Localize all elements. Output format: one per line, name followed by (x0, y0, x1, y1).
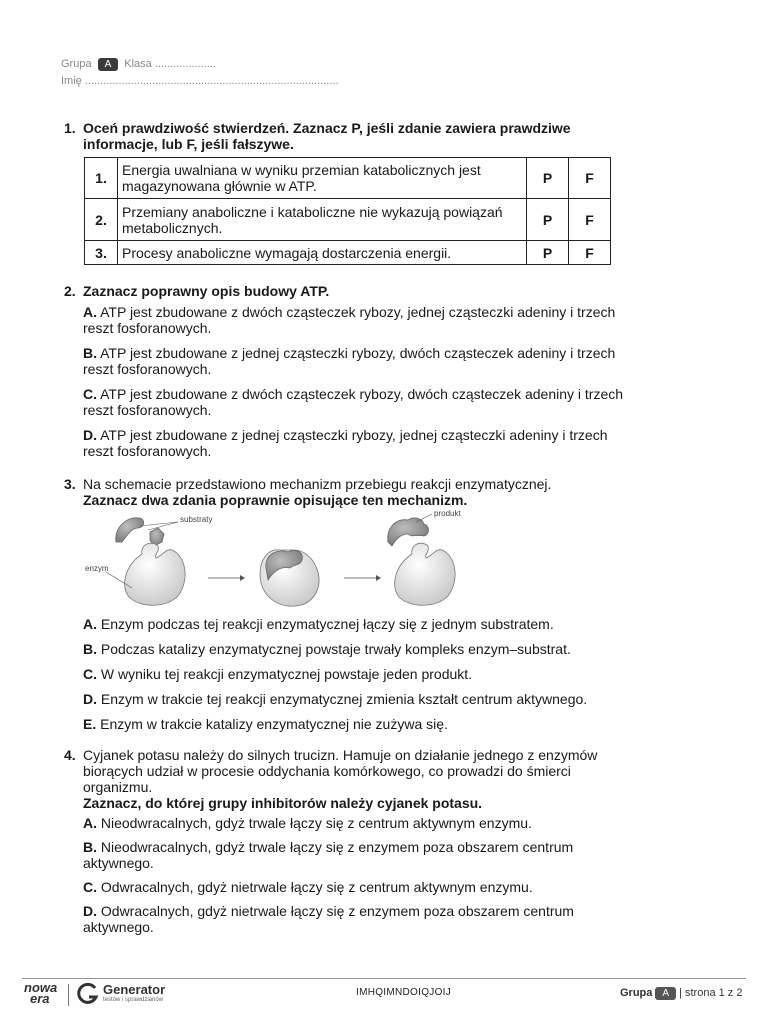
question-4 (64, 747, 624, 935)
table-row (85, 199, 611, 241)
arrow-head-icon (376, 575, 381, 581)
stage-2 (260, 550, 319, 606)
row-number: 1. (85, 158, 118, 199)
substrate-left-icon (116, 518, 144, 542)
question-3 (64, 476, 624, 508)
table-row (85, 158, 611, 199)
option-letter: A. (83, 304, 97, 320)
question-intro: Cyjanek potasu należy do silnych trucizn. Hamuje on działanie jednego z enzymów biorących udział w procesie oddychania komórkowego, co prowadzi do śmierci organizmu. (83, 747, 598, 795)
name-label: Imię (61, 75, 82, 87)
option-text: Nieodwracalnych, gdyż trwale łączy się z centrum aktywnym enzymu. (100, 815, 532, 831)
false-option[interactable]: F (569, 199, 611, 241)
product-label: produkt (434, 509, 461, 518)
enzyme-icon (395, 543, 455, 605)
option-text: ATP jest zbudowane z dwóch cząsteczek rybozy, jednej cząsteczki adeniny i trzech reszt fosforanowych. (83, 304, 616, 336)
option-text: W wyniku tej reakcji enzymatycznej powstaje jeden produkt. (100, 666, 473, 682)
substrates-label: substraty (180, 515, 213, 524)
enzyme-icon (125, 543, 185, 605)
question-prompt: Zaznacz dwa zdania poprawnie opisujące ten mechanizm. (83, 492, 468, 508)
answer-option-a[interactable] (83, 815, 624, 831)
question-prompt: Zaznacz poprawny opis budowy ATP. (83, 283, 330, 299)
stage-3 (388, 509, 462, 605)
answer-option-b[interactable] (83, 839, 624, 871)
generator-title: Generator (103, 982, 166, 997)
option-letter: B. (83, 641, 97, 657)
answer-option-d[interactable] (83, 903, 624, 935)
question-3-options (64, 616, 624, 732)
option-text: ATP jest zbudowane z jednej cząsteczki rybozy, dwóch cząsteczek adeniny i trzech reszt fosforanowych. (83, 345, 616, 377)
generator-logo-icon (77, 982, 99, 1006)
answer-option-b[interactable] (83, 345, 624, 377)
question-2 (64, 283, 624, 459)
question-prompt: Zaznacz, do której grupy inhibitorów należy cyjanek potasu. (83, 795, 483, 811)
group-badge: A (98, 58, 119, 71)
answer-option-c[interactable] (83, 666, 624, 682)
true-option[interactable]: P (527, 158, 569, 199)
true-option[interactable]: P (527, 199, 569, 241)
true-false-table (84, 157, 611, 265)
brand-top: nowa (24, 980, 58, 995)
option-text: Podczas katalizy enzymatycznej powstaje trwały kompleks enzym–substrat. (100, 641, 571, 657)
option-text: Enzym w trakcie tej reakcji enzymatycznej zmienia kształt centrum aktywnego. (100, 691, 588, 707)
answer-option-d[interactable] (83, 691, 624, 707)
enzyme-reaction-diagram (82, 508, 622, 612)
footer-group-badge: A (655, 987, 676, 1000)
row-number: 2. (85, 199, 118, 241)
false-option[interactable]: F (569, 158, 611, 199)
answer-option-c[interactable] (83, 386, 624, 418)
nowa-era-logo (24, 982, 57, 1004)
product-icon (388, 518, 429, 546)
option-letter: C. (83, 879, 97, 895)
footer-group-label: Grupa (620, 987, 653, 999)
group-class-line (61, 58, 216, 71)
question-number: 1. (64, 120, 76, 136)
row-statement: Przemiany anaboliczne i kataboliczne nie wykazują powiązań metabolicznych. (118, 199, 527, 241)
page-indicator: | strona 1 z 2 (679, 987, 743, 999)
option-letter: B. (83, 345, 97, 361)
answer-option-a[interactable] (83, 304, 624, 336)
answer-option-e[interactable] (83, 716, 624, 732)
false-option[interactable]: F (569, 241, 611, 265)
answer-option-b[interactable] (83, 641, 624, 657)
stage-1 (85, 515, 212, 605)
generator-subtitle: testów i sprawdzianów (103, 997, 164, 1003)
option-text: Enzym podczas tej reakcji enzymatycznej łączy się z jednym substratem. (100, 616, 554, 632)
option-letter: E. (83, 716, 97, 732)
option-letter: C. (83, 666, 97, 682)
table-row (85, 241, 611, 265)
answer-option-d[interactable] (83, 427, 624, 459)
question-1 (64, 120, 624, 152)
option-letter: A. (83, 616, 97, 632)
question-number: 2. (64, 283, 76, 299)
option-letter: D. (83, 427, 97, 443)
answer-option-c[interactable] (83, 879, 624, 895)
option-text: Nieodwracalnych, gdyż trwale łączy się z enzymem poza obszarem centrum aktywnego. (83, 839, 574, 871)
question-prompt: Oceń prawdziwość stwierdzeń. Zaznacz P, jeśli zdanie zawiera prawdziwe informacje, lub F, jeśli fałszywe. (83, 120, 571, 152)
option-letter: B. (83, 839, 97, 855)
brand-bottom: era (30, 991, 50, 1006)
option-text: Odwracalnych, gdyż nietrwale łączy się z enzymem poza obszarem centrum aktywnego. (83, 903, 574, 935)
option-letter: D. (83, 903, 97, 919)
name-line (61, 75, 339, 87)
name-blank: ................................................................................... (84, 75, 339, 87)
question-number: 4. (64, 747, 76, 763)
row-statement: Procesy anaboliczne wymagają dostarczenia energii. (118, 241, 527, 265)
footer-page-info (620, 987, 742, 1000)
class-label: Klasa (124, 58, 152, 70)
question-intro: Na schemacie przedstawiono mechanizm przebiegu reakcji enzymatycznej. (83, 476, 552, 492)
logo-separator (68, 984, 69, 1006)
group-label: Grupa (61, 58, 92, 70)
option-letter: C. (83, 386, 97, 402)
option-text: Odwracalnych, gdyż nietrwale łączy się z centrum aktywnym enzymu. (100, 879, 533, 895)
row-number: 3. (85, 241, 118, 265)
row-statement: Energia uwalniana w wyniku przemian katabolicznych jest magazynowana głównie w ATP. (118, 158, 527, 199)
arrow-head-icon (240, 575, 245, 581)
option-text: ATP jest zbudowane z dwóch cząsteczek rybozy, dwóch cząsteczek adeniny i trzech reszt fosforanowych. (83, 386, 624, 418)
question-number: 3. (64, 476, 76, 492)
option-letter: A. (83, 815, 97, 831)
enzyme-label: enzym (85, 564, 109, 573)
option-text: ATP jest zbudowane z jednej cząsteczki rybozy, jednej cząsteczki adeniny i trzech reszt fosforanowych. (83, 427, 608, 459)
class-blank: .................... (154, 58, 216, 70)
answer-option-a[interactable] (83, 616, 624, 632)
option-letter: D. (83, 691, 97, 707)
true-option[interactable]: P (527, 241, 569, 265)
footer-divider (22, 978, 746, 979)
test-code: IMHQIMNDOIQJOIJ (356, 987, 452, 998)
option-text: Enzym w trakcie katalizy enzymatycznej nie zużywa się. (100, 716, 448, 732)
